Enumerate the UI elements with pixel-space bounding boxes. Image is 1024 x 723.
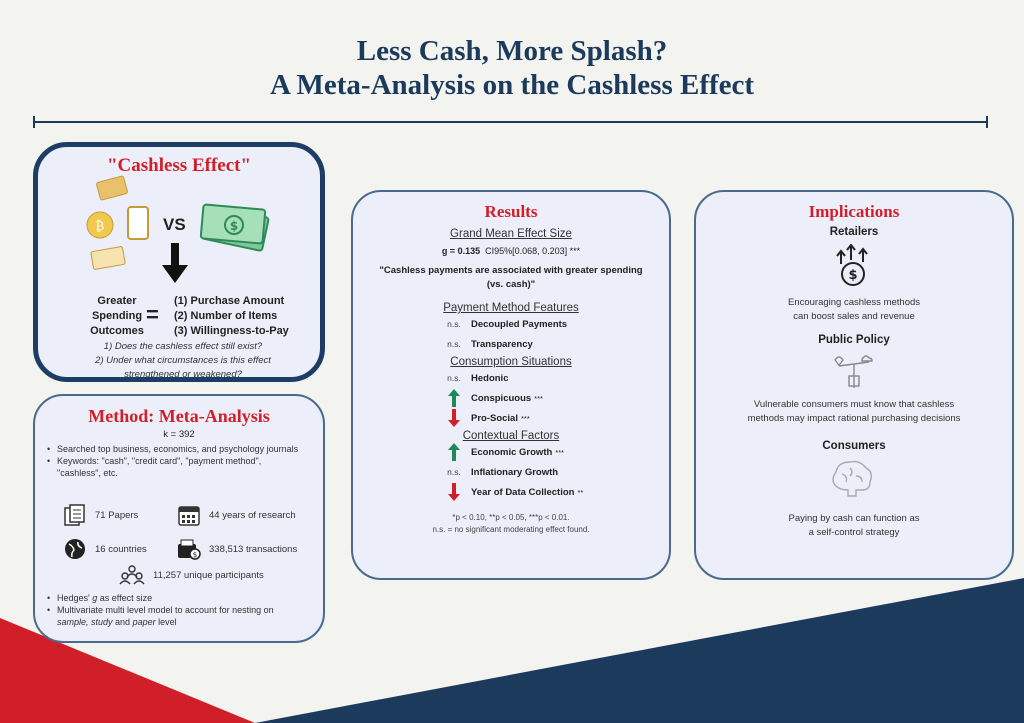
cashless-payments-icon: [82, 175, 162, 285]
papers-icon: [63, 504, 87, 526]
method-bullet-hedges: • Hedges' g as effect size: [35, 592, 323, 604]
arrow-down-icon: [160, 243, 190, 285]
results-quote: "Cashless payments are associated with greater spending (vs. cash)": [379, 265, 643, 290]
policy-balance-icon: [829, 352, 879, 392]
k-count: k = 392: [163, 429, 195, 440]
significance-stars: ***: [534, 393, 543, 403]
moderator-row: [443, 482, 669, 502]
title-line-1: Less Cash, More Splash?: [356, 35, 668, 67]
grand-mean-title: Grand Mean Effect Size: [450, 228, 572, 240]
implications-panel: [694, 190, 1014, 580]
svg-text:$: $: [848, 268, 858, 283]
arrow-down-icon: [443, 483, 465, 501]
retailers-desc: Encouraging cashless methods can boost sales and revenue: [787, 297, 921, 322]
moderator-label: Pro-Social: [471, 412, 518, 424]
public-policy-desc: Vulnerable consumers must know that cashless methods may impact rational purchasing decisions: [747, 399, 961, 424]
section-title: Contextual Factors: [462, 430, 560, 442]
method-panel: [33, 394, 325, 643]
significance-stars: **: [577, 487, 584, 497]
significance-stars: ***: [521, 413, 530, 423]
consumers-title: Consumers: [822, 440, 886, 452]
moderator-label: Transparency: [471, 338, 533, 350]
moderator-label: Inflationary Growth: [471, 466, 559, 478]
method-bullet: • Searched top business, economics, and psychology journals: [35, 443, 323, 455]
method-heading: Method: Meta-Analysis: [88, 406, 270, 426]
greater-spending-label: Greater Spending Outcomes: [90, 295, 144, 337]
cash-icon: [198, 199, 278, 259]
moderator-sections: [353, 302, 669, 502]
outcomes-list: (1) Purchase Amount (2) Number of Items (3) Willingness-to-Pay: [174, 295, 289, 337]
svg-text:$: $: [192, 551, 198, 559]
stat-participants: 11,257 unique participants: [119, 564, 264, 586]
moderator-label: Conspicuous: [471, 392, 532, 404]
globe-icon: [63, 538, 87, 560]
arrow-down-icon: [443, 409, 465, 427]
significance-stars: ***: [555, 447, 565, 457]
section-title: Consumption Situations: [450, 356, 572, 368]
moderator-label: Hedonic: [471, 372, 509, 384]
equals-sign: =: [146, 302, 159, 327]
method-bullet-model-cont: sample, study and paper level: [57, 617, 177, 627]
people-icon: [119, 564, 145, 586]
moderator-row: [443, 462, 669, 482]
not-significant-marker: n.s.: [447, 467, 461, 477]
moderator-row: [443, 334, 669, 354]
vs-label: VS: [163, 215, 186, 234]
grand-mean-value: g = 0.135 CI95%[0.068, 0.203] ***: [441, 246, 581, 256]
calendar-icon: [177, 504, 201, 526]
consumers-desc: Paying by cash can function as a self-control strategy: [788, 513, 920, 538]
title-divider: [33, 121, 988, 123]
stat-transactions: $ 338,513 transactions: [177, 538, 297, 560]
implications-heading: Implications: [808, 202, 900, 221]
moderator-label: Decoupled Payments: [471, 318, 568, 330]
arrow-up-icon: [443, 389, 465, 407]
moderator-label: Economic Growth: [471, 446, 553, 458]
method-bullet-cont: "cashless", etc.: [57, 468, 118, 478]
method-bullet-model: • Multivariate multi level model to account for nesting on: [35, 604, 323, 616]
public-policy-title: Public Policy: [818, 334, 890, 346]
stat-countries: 16 countries: [63, 538, 147, 560]
results-panel: [351, 190, 671, 580]
moderator-row: [443, 368, 669, 388]
not-significant-marker: n.s.: [447, 373, 461, 383]
arrow-up-icon: [443, 443, 465, 461]
moderator-row: [443, 388, 669, 408]
moderator-label: Year of Data Collection: [471, 486, 575, 498]
not-significant-marker: n.s.: [447, 339, 461, 349]
poster-title: [0, 34, 1024, 102]
not-significant-marker: n.s.: [447, 319, 461, 329]
title-line-2: A Meta-Analysis on the Cashless Effect: [269, 69, 755, 101]
section-title: Payment Method Features: [443, 302, 579, 314]
cashless-effect-panel: [33, 142, 325, 382]
stat-papers: 71 Papers: [63, 504, 138, 526]
research-questions: 1) Does the cashless effect still exist? 2) Under what circumstances is this effect strengthened or weakened?: [95, 341, 271, 380]
brain-icon: [826, 456, 882, 502]
money-growth-icon: [829, 244, 879, 290]
moderator-row: [443, 442, 669, 462]
moderator-row: [443, 408, 669, 428]
cashless-heading: "Cashless Effect": [106, 155, 252, 176]
method-bullet: • Keywords: "cash", "credit card", "payment method",: [35, 455, 323, 467]
svg-text:₿: ₿: [95, 219, 105, 234]
stat-years: 44 years of research: [177, 504, 296, 526]
results-heading: Results: [484, 202, 538, 221]
retailers-title: Retailers: [829, 226, 879, 238]
moderator-row: [443, 314, 669, 334]
wallet-icon: [177, 538, 201, 560]
svg-text:$: $: [229, 219, 239, 233]
significance-note: *p < 0.10, **p < 0.05, ***p < 0.01. n.s. = no significant moderating effect found.: [432, 513, 590, 534]
